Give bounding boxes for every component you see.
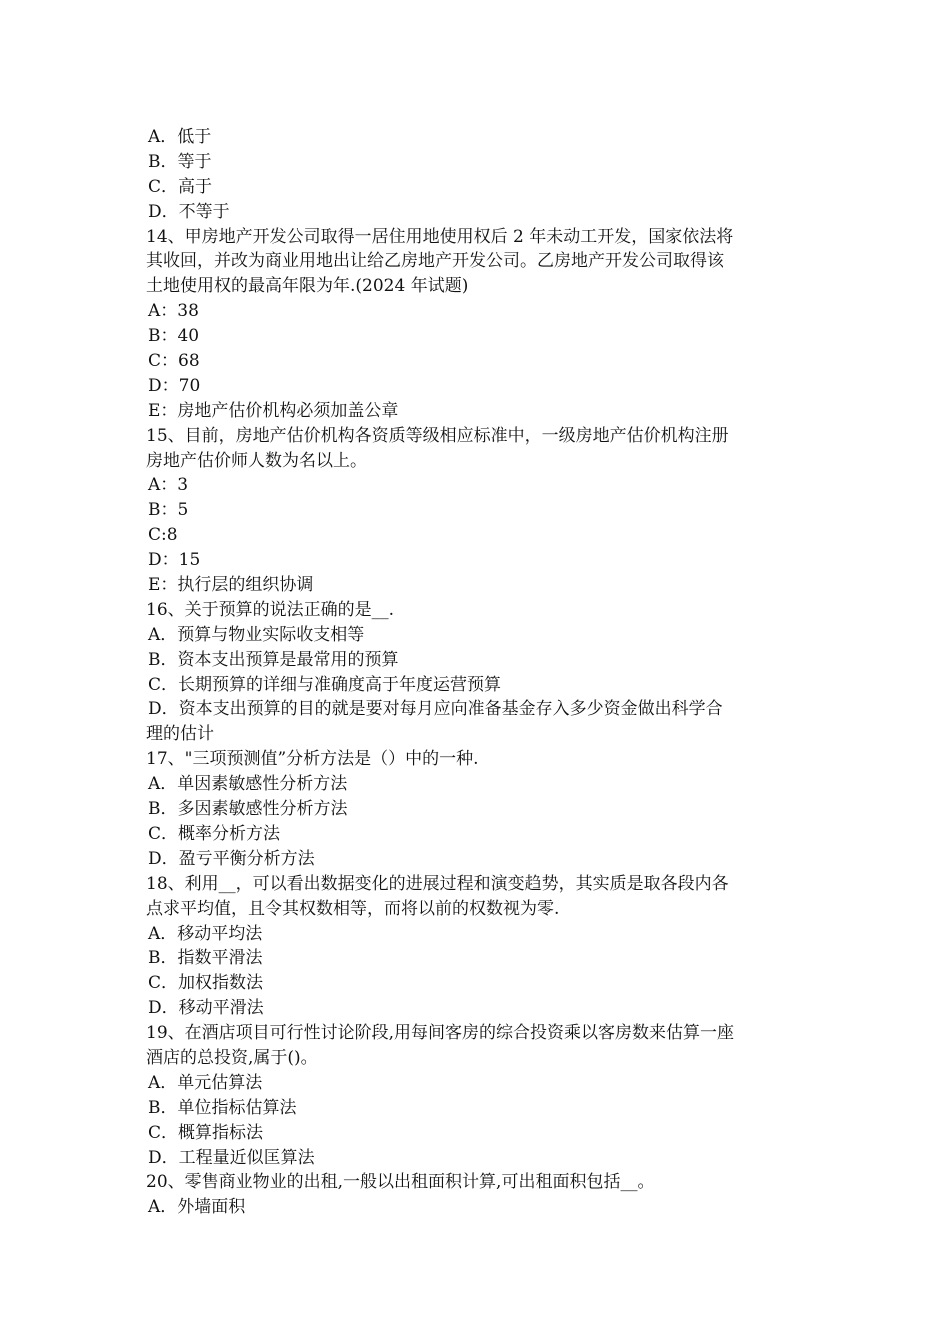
answer-option-line: B．等于 <box>148 151 212 172</box>
answer-option-line: D．盈亏平衡分析方法 <box>148 848 315 869</box>
question-text-line: 房地产估价师人数为名以上。 <box>146 450 367 471</box>
answer-option-line: A．预算与物业实际收支相等 <box>148 624 365 645</box>
question-text-line: 20、零售商业物业的出租,一般以出租面积计算,可出租面积包括__。 <box>146 1172 655 1193</box>
answer-option-line: B：40 <box>148 326 200 347</box>
answer-option-line: B．多因素敏感性分析方法 <box>148 799 348 820</box>
answer-option-line: C：68 <box>148 351 200 372</box>
question-text-line: 15、目前，房地产估价机构各资质等级相应标准中，一级房地产估价机构注册 <box>146 425 729 446</box>
answer-option-line: A．单元估算法 <box>148 1072 263 1093</box>
answer-option-line: B：5 <box>148 500 189 521</box>
question-text-line: 17、"三项预测值”分析方法是（）中的一种. <box>146 749 479 770</box>
answer-option-line: D．工程量近似匡算法 <box>148 1147 315 1168</box>
answer-option-line: C:8 <box>148 525 178 546</box>
answer-option-line: B．单位指标估算法 <box>148 1097 297 1118</box>
answer-option-line: D：70 <box>148 375 201 396</box>
answer-option-line: C．高于 <box>148 176 213 197</box>
question-text-line: 点求平均值，且令其权数相等，而将以前的权数视为零. <box>146 898 560 919</box>
question-text-line: 其收回，并改为商业用地出让给乙房地产开发公司。乙房地产开发公司取得该 <box>146 251 724 272</box>
answer-option-line: B．资本支出预算是最常用的预算 <box>148 649 399 670</box>
answer-option-line: B．指数平滑法 <box>148 948 263 969</box>
question-text-line: 理的估计 <box>146 724 214 745</box>
answer-option-line: C．概算指标法 <box>148 1122 264 1143</box>
question-text-line: 16、关于预算的说法正确的是__. <box>146 599 395 620</box>
answer-option-line: D．不等于 <box>148 201 230 222</box>
answer-option-line: D．移动平滑法 <box>148 998 264 1019</box>
question-text-line: 酒店的总投资,属于()。 <box>146 1047 318 1068</box>
answer-option-line: D．资本支出预算的目的就是要对每月应向准备基金存入多少资金做出科学合 <box>148 699 723 720</box>
answer-option-line: A：3 <box>148 475 189 496</box>
question-text-line: 14、甲房地产开发公司取得一居住用地使用权后 2 年未动工开发，国家依法将 <box>146 226 734 247</box>
answer-option-line: E：房地产估价机构必须加盖公章 <box>148 400 399 421</box>
answer-option-line: A．移动平均法 <box>148 923 263 944</box>
question-text-line: 土地使用权的最高年限为年.(2024 年试题) <box>146 276 469 297</box>
answer-option-line: A．单因素敏感性分析方法 <box>148 774 348 795</box>
answer-option-line: E：执行层的组织协调 <box>148 575 314 596</box>
answer-option-line: C．加权指数法 <box>148 973 264 994</box>
question-text-line: 19、在酒店项目可行性讨论阶段,用每间客房的综合投资乘以客房数来估算一座 <box>146 1023 735 1044</box>
answer-option-line: D：15 <box>148 550 201 571</box>
answer-option-line: A．低于 <box>148 127 212 147</box>
document-body <box>146 125 816 1220</box>
answer-option-line: C．长期预算的详细与准确度高于年度运营预算 <box>148 674 502 695</box>
answer-option-line: A．外墙面积 <box>148 1197 246 1218</box>
question-text-line: 18、利用__，可以看出数据变化的进展过程和演变趋势，其实质是取各段内各 <box>146 873 729 894</box>
answer-option-line: A：38 <box>148 301 199 322</box>
answer-option-line: C．概率分析方法 <box>148 823 281 844</box>
